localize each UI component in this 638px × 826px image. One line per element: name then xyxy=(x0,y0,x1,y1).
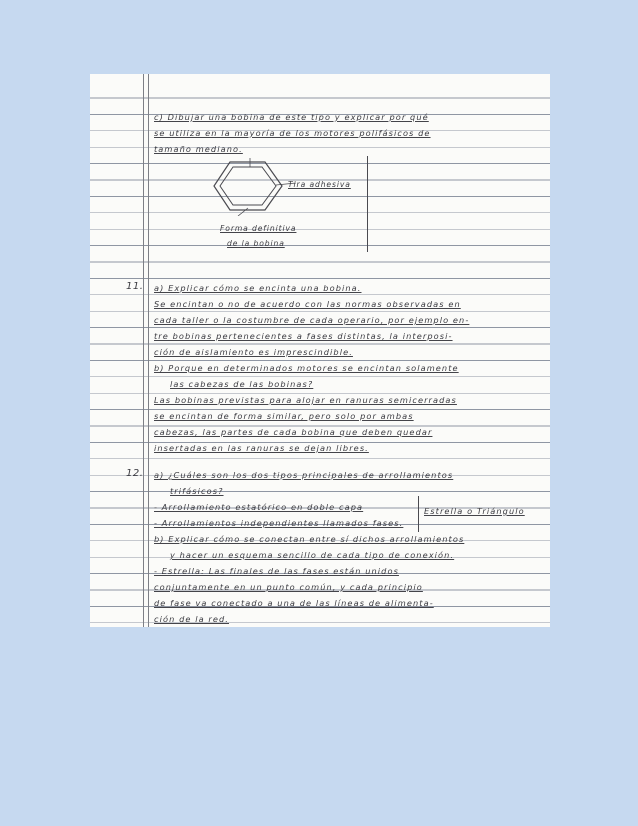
text-line: Las bobinas previstas para alojar en ranuras semicerradas xyxy=(154,395,457,405)
text-line: tamaño mediano. xyxy=(154,144,243,154)
divider-line xyxy=(367,156,368,252)
text-line: conjuntamente en un punto común, y cada principio xyxy=(154,582,423,592)
text-line: y hacer un esquema sencillo de cada tipo de conexión. xyxy=(170,550,455,560)
text-line: se utiliza en la mayoría de los motores polifásicos de xyxy=(154,128,431,138)
text-line: c) Dibujar una bobina de este tipo y explicar por qué xyxy=(154,112,429,122)
question-number: 12. xyxy=(126,468,144,479)
text-line: tre bobinas pertenecientes a fases distintas, la interposi- xyxy=(154,331,453,341)
text-line: ción de aislamiento es imprescindible. xyxy=(154,347,353,357)
text-line: cada taller o la costumbre de cada operario, por ejemplo en- xyxy=(154,315,470,325)
divider-line xyxy=(418,496,419,532)
question-number: 11. xyxy=(126,281,144,292)
notebook-page xyxy=(90,74,550,627)
text-line: trifásicos? xyxy=(170,486,224,496)
text-line: de fase va conectado a una de las líneas de alimenta- xyxy=(154,598,434,608)
text-line: las cabezas de las bobinas? xyxy=(170,379,314,389)
margin-line xyxy=(148,74,149,627)
text-line: a) Explicar cómo se encinta una bobina. xyxy=(154,283,362,293)
figure-label-forma: Forma definitiva xyxy=(220,224,297,233)
text-line: se encintan de forma similar, pero solo por ambas xyxy=(154,411,414,421)
text-line: a) ¿Cuáles son los dos tipos principales de arrollamientos xyxy=(154,470,454,480)
figure-label-forma: de la bobina xyxy=(227,239,285,248)
text-line: ción de la red. xyxy=(154,614,230,624)
text-line: - Arrollamiento estatórico en doble capa xyxy=(154,502,364,512)
text-line: cabezas, las partes de cada bobina que deben quedar xyxy=(154,427,433,437)
text-line: - Estrella: Las finales de las fases están unidos xyxy=(154,566,399,576)
figure-label-tira: Tira adhesiva xyxy=(288,180,351,189)
text-line: Se encintan o no de acuerdo con las normas observadas en xyxy=(154,299,461,309)
text-line: b) Explicar cómo se conectan entre sí dichos arrollamientos xyxy=(154,534,465,544)
text-line: - Arrollamientos independientes llamados fases. xyxy=(154,518,404,528)
side-answer: Estrella o Triángulo xyxy=(424,506,525,516)
text-line: insertadas en las ranuras se dejan libres. xyxy=(154,443,369,453)
text-line: b) Porque en determinados motores se encintan solamente xyxy=(154,363,459,373)
margin-line xyxy=(143,74,144,627)
